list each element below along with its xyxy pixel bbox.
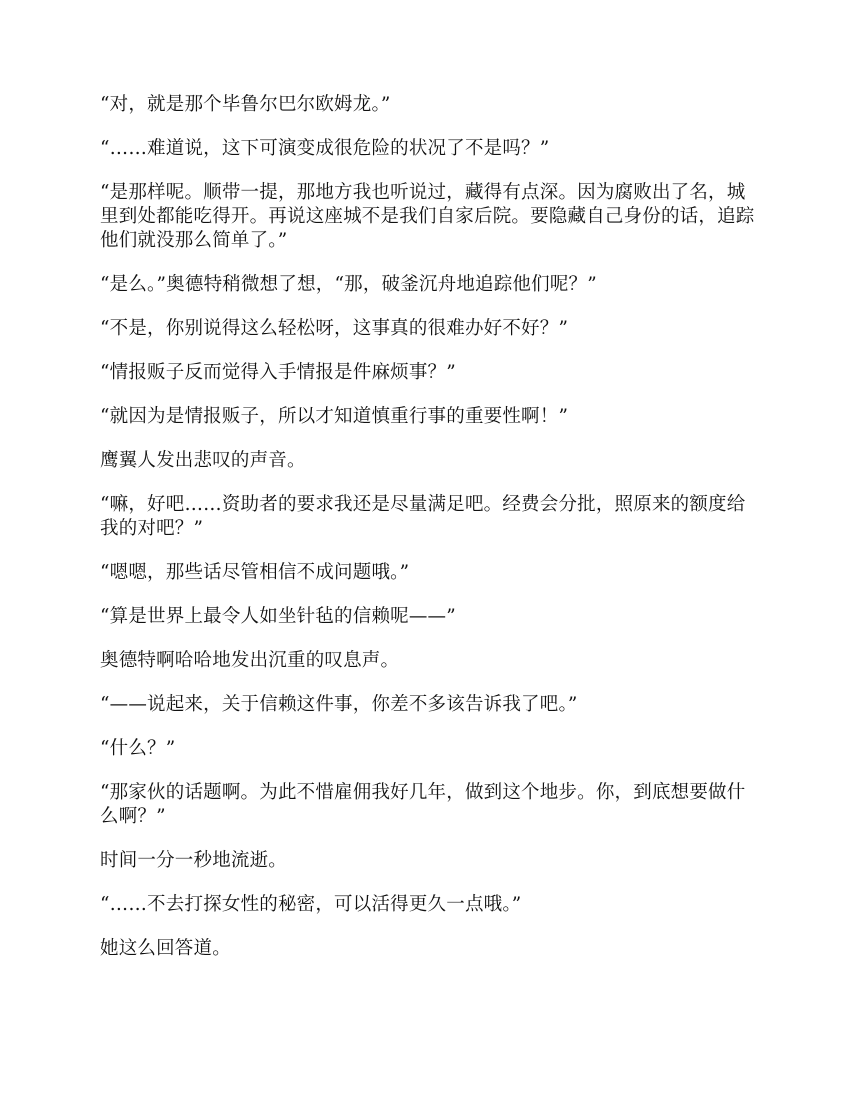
paragraph-15: “那家伙的话题啊。为此不惜雇佣我好几年，做到这个地步。你，到底想要做什么啊？”: [100, 782, 746, 827]
paragraph-5: “不是，你别说得这么轻松呀，这事真的很难办好不好？”: [100, 318, 569, 339]
paragraph-10: “嗯嗯，那些话尽管相信不成问题哦。”: [100, 562, 410, 583]
paragraph-2: “……难道说，这下可演变成很危险的状况了不是吗？”: [100, 138, 550, 159]
paragraph-1: “对，就是那个毕鲁尔巴尔欧姆龙。”: [100, 94, 391, 115]
paragraph-16: 时间一分一秒地流逝。: [100, 850, 288, 871]
paragraph-12: 奥德特啊哈哈地发出沉重的叹息声。: [100, 650, 400, 671]
paragraph-7: “就因为是情报贩子，所以才知道慎重行事的重要性啊！”: [100, 406, 569, 427]
paragraph-4: “是么。”奥德特稍微想了想，“那，破釜沉舟地追踪他们呢？”: [100, 274, 597, 295]
paragraph-8: 鹰翼人发出悲叹的声音。: [100, 450, 306, 471]
paragraph-9: “嘛，好吧……资助者的要求我还是尽量满足吧。经费会分批，照原来的额度给我的对吧？”: [100, 494, 746, 539]
paragraph-3: “是那样呢。顺带一提，那地方我也听说过，藏得有点深。因为腐败出了名，城里到处都能吃得开。再说这座城不是我们自家后院。要隐藏自己身份的话，追踪他们就没那么简单了。”: [100, 182, 755, 251]
paragraph-11: “算是世界上最令人如坐针毡的信赖呢——”: [100, 606, 456, 627]
paragraph-6: “情报贩子反而觉得入手情报是件麻烦事？”: [100, 362, 456, 383]
paragraph-17: “……不去打探女性的秘密，可以活得更久一点哦。”: [100, 894, 522, 915]
paragraph-13: “——说起来，关于信赖这件事，你差不多该告诉我了吧。”: [100, 694, 578, 715]
paragraph-14: “什么？”: [100, 738, 176, 759]
paragraph-18: 她这么回答道。: [100, 938, 231, 959]
